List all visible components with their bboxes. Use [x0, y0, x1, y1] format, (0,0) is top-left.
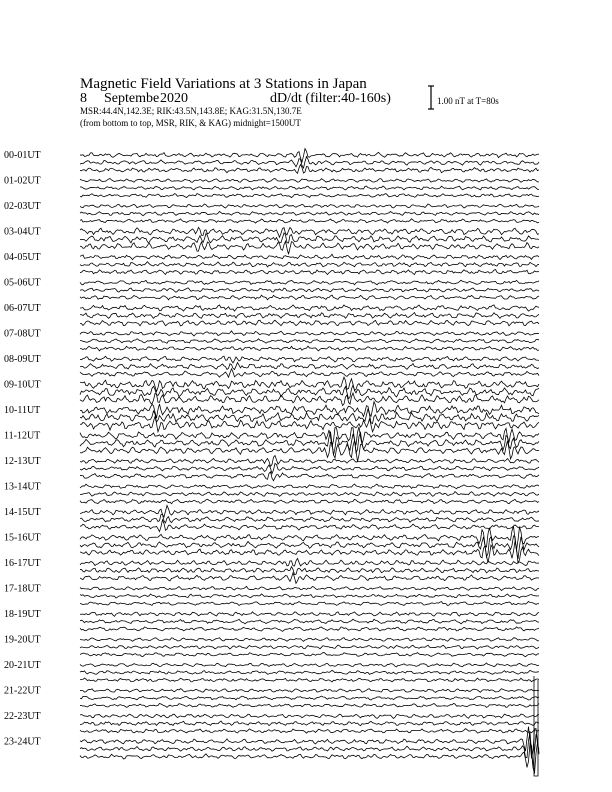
date-year: 2020: [160, 91, 188, 106]
trace-09-10UT-KAG: [80, 377, 539, 391]
hour-label-18-19UT: 18-19UT: [4, 609, 41, 620]
trace-01-02UT-RIK: [80, 186, 539, 190]
trace-08-09UT-MSR: [80, 369, 539, 377]
trace-07-08UT-RIK: [80, 339, 539, 343]
hour-label-14-15UT: 14-15UT: [4, 507, 41, 518]
date-month: Septembe: [104, 91, 160, 106]
trace-14-15UT-KAG: [80, 505, 539, 516]
trace-00-01UT-MSR: [80, 165, 539, 174]
trace-20-21UT-KAG: [80, 663, 539, 667]
hour-label-01-02UT: 01-02UT: [4, 175, 41, 187]
stations-info: MSR:44.4N,142.3E; RIK:43.5N,143.8E; KAG:31.5N,130.7E: [80, 106, 302, 116]
trace-17-18UT-RIK: [80, 594, 539, 598]
trace-23-24UT-MSR: [80, 743, 539, 774]
trace-12-13UT-KAG: [80, 456, 539, 467]
chart-title: Magnetic Field Variations at 3 Stations in Japan: [80, 76, 367, 92]
hour-label-12-13UT: 12-13UT: [4, 456, 41, 467]
trace-06-07UT-MSR: [80, 320, 539, 326]
hour-label-07-08UT: 07-08UT: [4, 328, 41, 340]
trace-13-14UT-RIK: [80, 492, 539, 497]
hour-label-17-18UT: 17-18UT: [4, 583, 41, 595]
trace-05-06UT-KAG: [80, 280, 539, 285]
trace-13-14UT-KAG: [80, 484, 539, 489]
hour-labels: [4, 150, 41, 748]
hour-label-23-24UT: 23-24UT: [4, 736, 41, 748]
trace-00-01UT-KAG: [80, 149, 539, 162]
trace-07-08UT-MSR: [80, 346, 539, 351]
trace-02-03UT-RIK: [80, 211, 539, 215]
hour-label-20-21UT: 20-21UT: [4, 660, 41, 671]
trace-16-17UT-MSR: [80, 573, 539, 584]
trace-05-06UT-RIK: [80, 288, 539, 292]
trace-02-03UT-MSR: [80, 219, 539, 223]
trace-18-19UT-KAG: [80, 612, 539, 617]
trace-06-07UT-KAG: [80, 305, 539, 311]
trace-09-10UT-RIK: [80, 385, 539, 399]
trace-06-07UT-RIK: [80, 312, 539, 318]
trace-08-09UT-RIK: [80, 363, 539, 370]
hour-label-05-06UT: 05-06UT: [4, 277, 41, 289]
trace-01-02UT-MSR: [80, 194, 539, 198]
trace-15-16UT-RIK: [80, 536, 539, 559]
trace-03-04UT-MSR: [80, 241, 539, 254]
trace-21-22UT-KAG: [80, 689, 539, 693]
hour-label-15-16UT: 15-16UT: [4, 532, 41, 544]
traces: [80, 149, 539, 776]
trace-20-21UT-MSR: [80, 678, 539, 682]
trace-21-22UT-RIK: [80, 696, 539, 700]
hour-label-02-03UT: 02-03UT: [4, 201, 41, 212]
hour-label-08-09UT: 08-09UT: [4, 354, 41, 365]
trace-05-06UT-MSR: [80, 295, 539, 300]
trace-20-21UT-RIK: [80, 670, 539, 674]
trace-15-16UT-KAG: [80, 526, 539, 550]
trace-19-20UT-KAG: [80, 638, 539, 642]
hour-label-11-12UT: 11-12UT: [4, 430, 41, 442]
trace-22-23UT-RIK: [80, 721, 539, 726]
hour-label-09-10UT: 09-10UT: [4, 379, 41, 391]
trace-07-08UT-KAG: [80, 331, 539, 336]
trace-16-17UT-RIK: [80, 567, 539, 575]
stations-order: (from bottom to top, MSR, RIK, & KAG) midnight=1500UT: [80, 118, 301, 128]
trace-12-13UT-MSR: [80, 472, 539, 481]
end-spike-trace: [534, 676, 538, 776]
scale-bar: [428, 86, 434, 109]
trace-21-22UT-MSR: [80, 703, 539, 707]
trace-03-04UT-RIK: [80, 233, 539, 243]
trace-18-19UT-RIK: [80, 619, 539, 624]
chart-mode: dD/dt (filter:40-160s): [270, 91, 391, 106]
trace-02-03UT-KAG: [80, 204, 539, 208]
hour-label-00-01UT: 00-01UT: [4, 150, 41, 161]
trace-03-04UT-KAG: [80, 227, 539, 237]
date-day: 8: [80, 91, 87, 106]
trace-08-09UT-KAG: [80, 356, 539, 363]
trace-04-05UT-MSR: [80, 270, 539, 275]
trace-23-24UT-RIK: [80, 732, 539, 766]
trace-00-01UT-RIK: [80, 157, 539, 168]
trace-12-13UT-RIK: [80, 463, 539, 473]
trace-22-23UT-KAG: [80, 714, 539, 718]
trace-19-20UT-RIK: [80, 645, 539, 649]
trace-01-02UT-KAG: [80, 178, 539, 182]
hour-label-21-22UT: 21-22UT: [4, 685, 41, 697]
hour-label-22-23UT: 22-23UT: [4, 711, 41, 722]
trace-04-05UT-RIK: [80, 262, 539, 267]
trace-19-20UT-MSR: [80, 653, 539, 657]
trace-17-18UT-MSR: [80, 601, 539, 605]
trace-14-15UT-RIK: [80, 514, 539, 523]
hour-label-06-07UT: 06-07UT: [4, 303, 41, 314]
hour-label-10-11UT: 10-11UT: [4, 405, 41, 416]
trace-10-11UT-MSR: [80, 416, 539, 431]
trace-16-17UT-KAG: [80, 558, 539, 566]
hour-label-16-17UT: 16-17UT: [4, 558, 41, 569]
scale-label: 1.00 nT at T=80s: [437, 96, 499, 106]
trace-04-05UT-KAG: [80, 254, 539, 259]
hour-label-13-14UT: 13-14UT: [4, 481, 41, 493]
trace-10-11UT-KAG: [80, 402, 539, 418]
trace-18-19UT-MSR: [80, 627, 539, 631]
hour-label-04-05UT: 04-05UT: [4, 252, 41, 263]
trace-22-23UT-MSR: [80, 729, 539, 733]
trace-17-18UT-KAG: [80, 586, 539, 590]
trace-13-14UT-MSR: [80, 499, 539, 504]
hour-label-03-04UT: 03-04UT: [4, 226, 41, 238]
hour-label-19-20UT: 19-20UT: [4, 634, 41, 646]
